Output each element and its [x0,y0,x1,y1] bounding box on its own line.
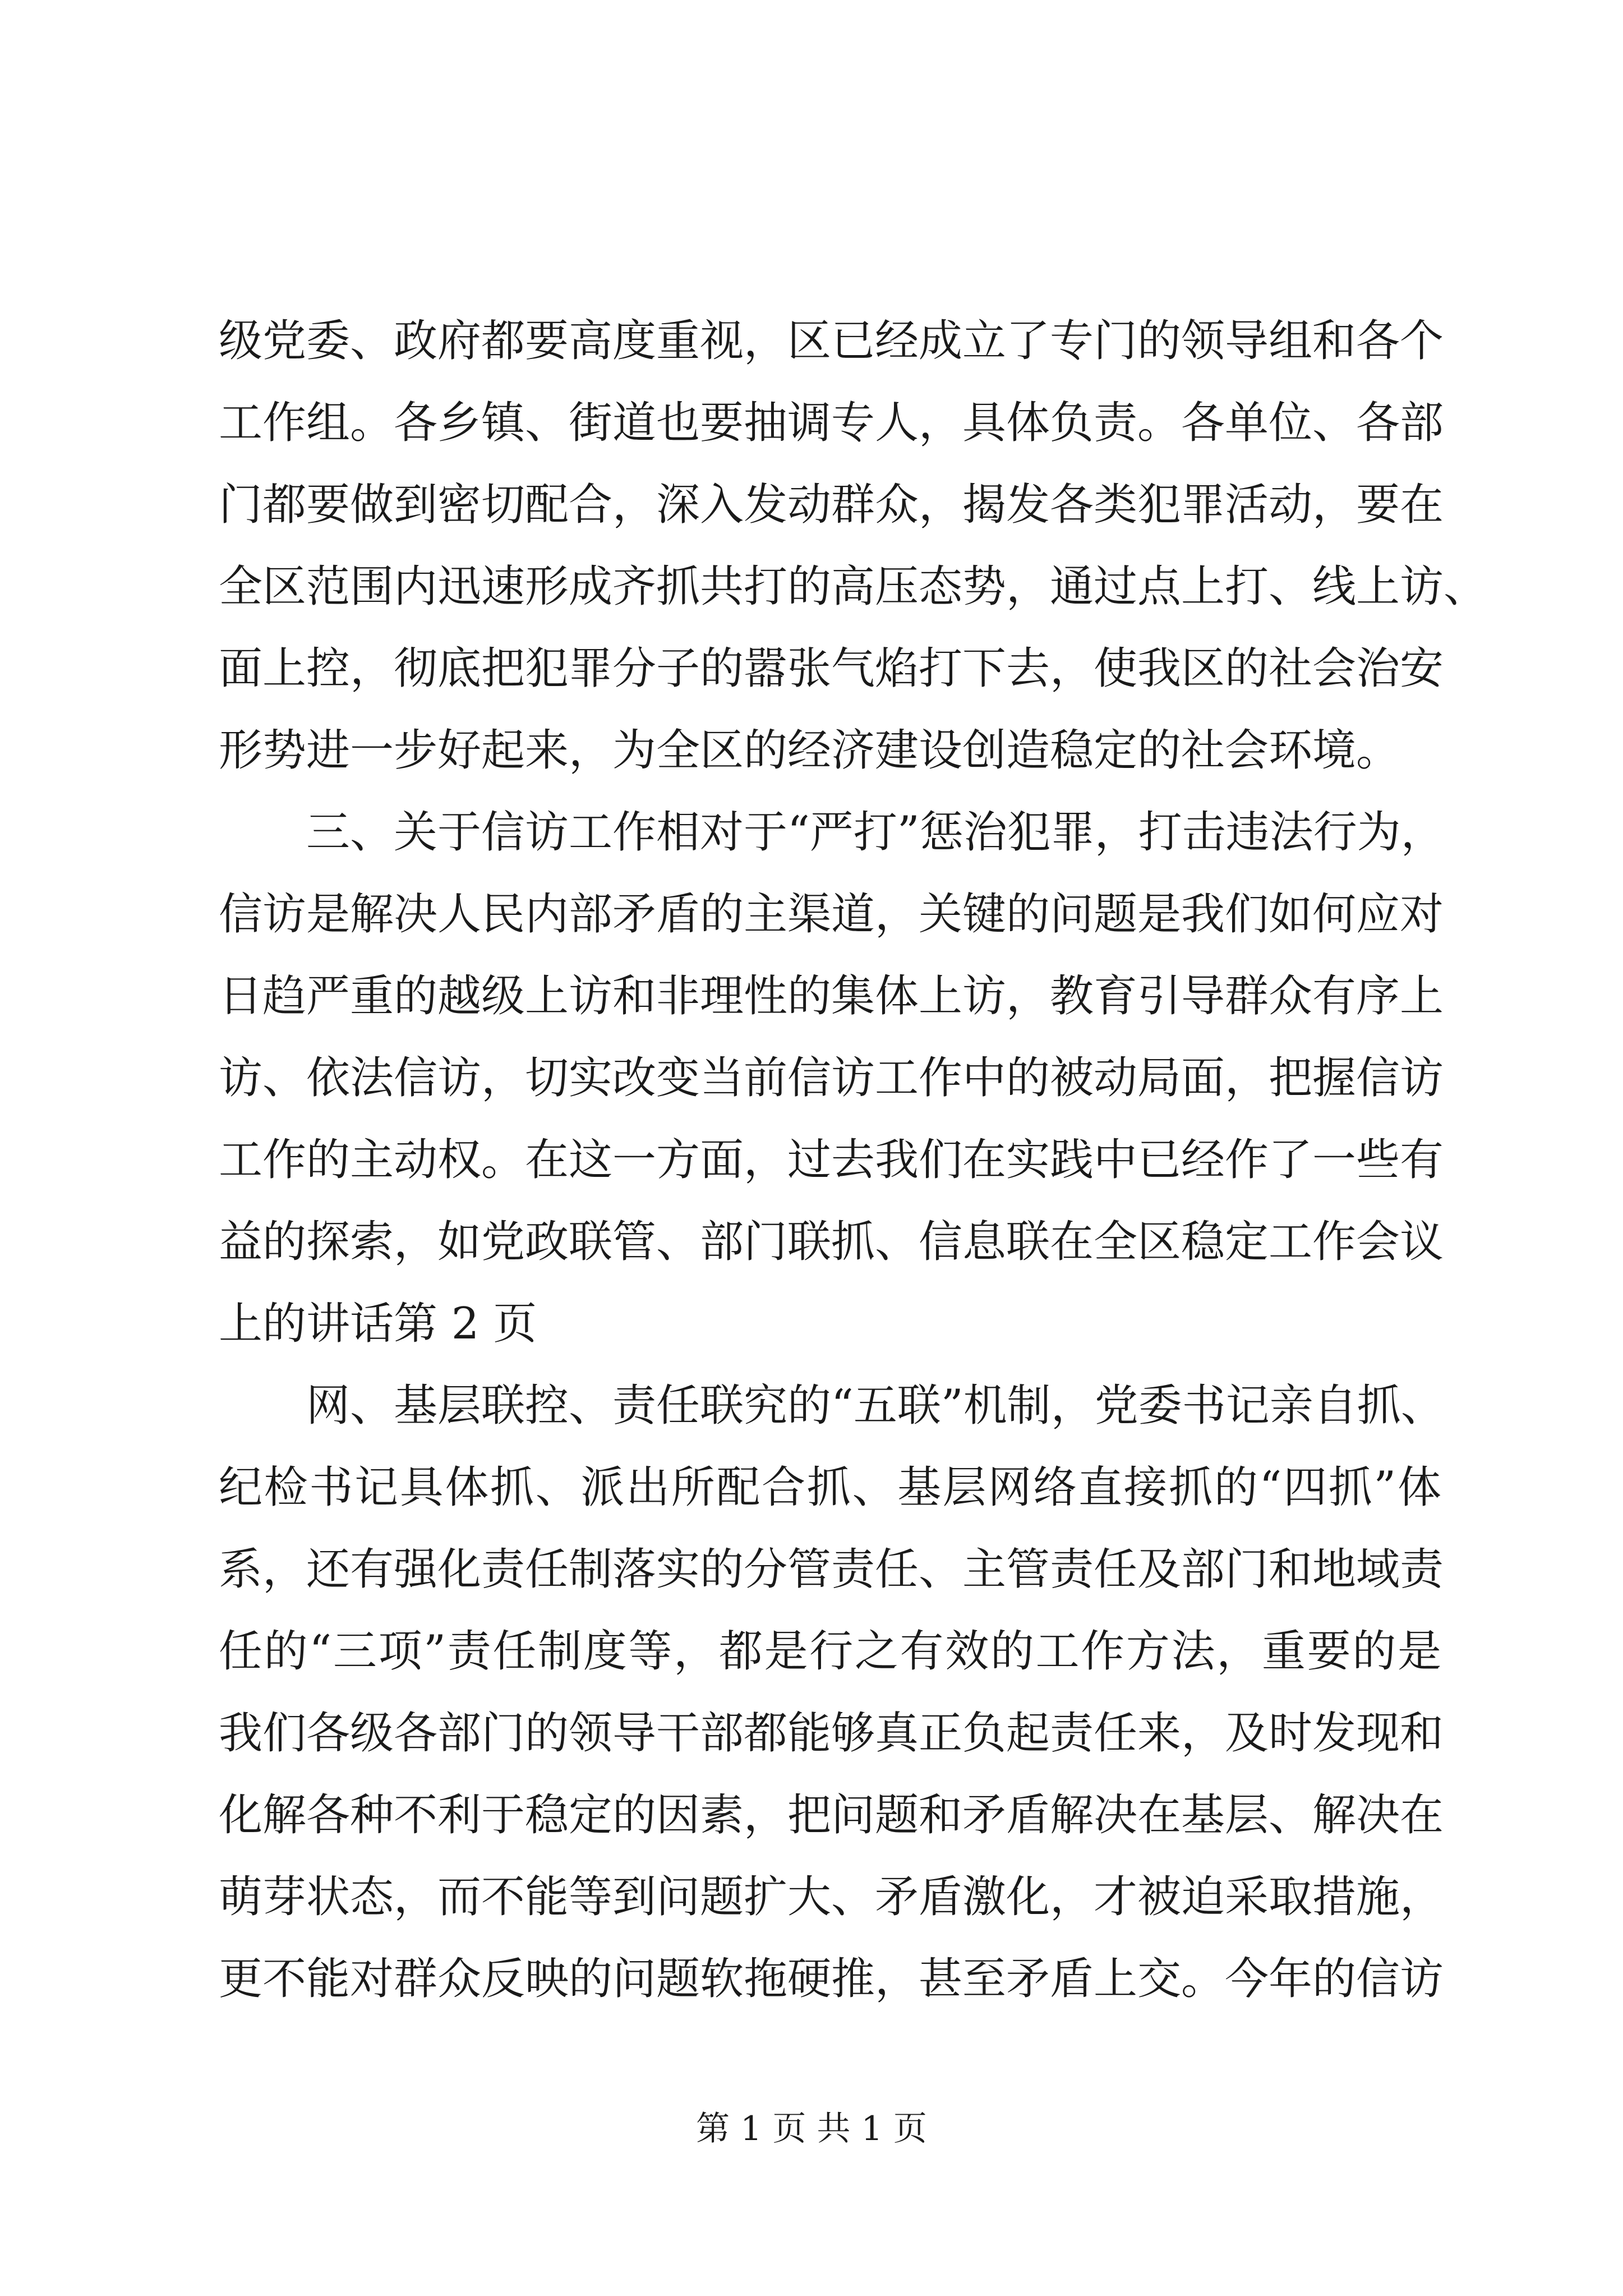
text-line: 三、关于信访工作相对于“严打”惩治犯罪，打击违法行为， [219,807,1445,858]
text-line: 日趋严重的越级上访和非理性的集体上访，教育引导群众有序上 [219,971,1444,1022]
text-line: 纪检书记具体抓、派出所配合抓、基层网络直接抓的“四抓”体 [219,1462,1441,1513]
text-line: 信访是解决人民内部矛盾的主渠道，关键的问题是我们如何应对 [219,889,1444,940]
text-line: 级党委、政府都要高度重视，区已经成立了专门的领导组和各个 [219,316,1444,366]
text-line: 任的“三项”责任制度等，都是行之有效的工作方法，重要的是 [219,1626,1441,1677]
text-line: 全区范围内迅速形成齐抓共打的高压态势，通过点上打、线上访、 [219,562,1488,612]
text-line: 网、基层联控、责任联究的“五联”机制，党委书记亲自抓、 [219,1381,1445,1431]
text-line: 益的探索，如党政联管、部门联抓、信息联在全区稳定工作会议 [219,1217,1444,1267]
text-line: 形势进一步好起来，为全区的经济建设创造稳定的社会环境。 [219,725,1400,776]
document-body [219,300,1488,2020]
text-line: 萌芽状态，而不能等到问题扩大、矛盾激化，才被迫采取措施， [219,1872,1444,1922]
page-footer: 第 1 页 共 1 页 [696,2109,927,2148]
text-line: 面上控，彻底把犯罪分子的嚣张气焰打下去，使我区的社会治安 [219,643,1444,694]
text-line: 我们各级各部门的领导干部都能够真正负起责任来，及时发现和 [219,1708,1444,1759]
text-line: 更不能对群众反映的问题软拖硬推，甚至矛盾上交。今年的信访 [219,1954,1444,2004]
text-line: 工作的主动权。在这一方面，过去我们在实践中已经作了一些有 [219,1135,1444,1185]
text-line: 工作组。各乡镇、街道也要抽调专人，具体负责。各单位、各部 [219,398,1444,448]
text-line: 门都要做到密切配合，深入发动群众，揭发各类犯罪活动，要在 [219,480,1444,530]
text-line: 上的讲话第 2 页 [219,1299,537,1349]
text-line: 访、依法信访，切实改变当前信访工作中的被动局面，把握信访 [219,1053,1444,1103]
text-line: 系，还有强化责任制落实的分管责任、主管责任及部门和地域责 [219,1544,1444,1595]
text-line: 化解各种不利于稳定的因素，把问题和矛盾解决在基层、解决在 [219,1790,1444,1841]
